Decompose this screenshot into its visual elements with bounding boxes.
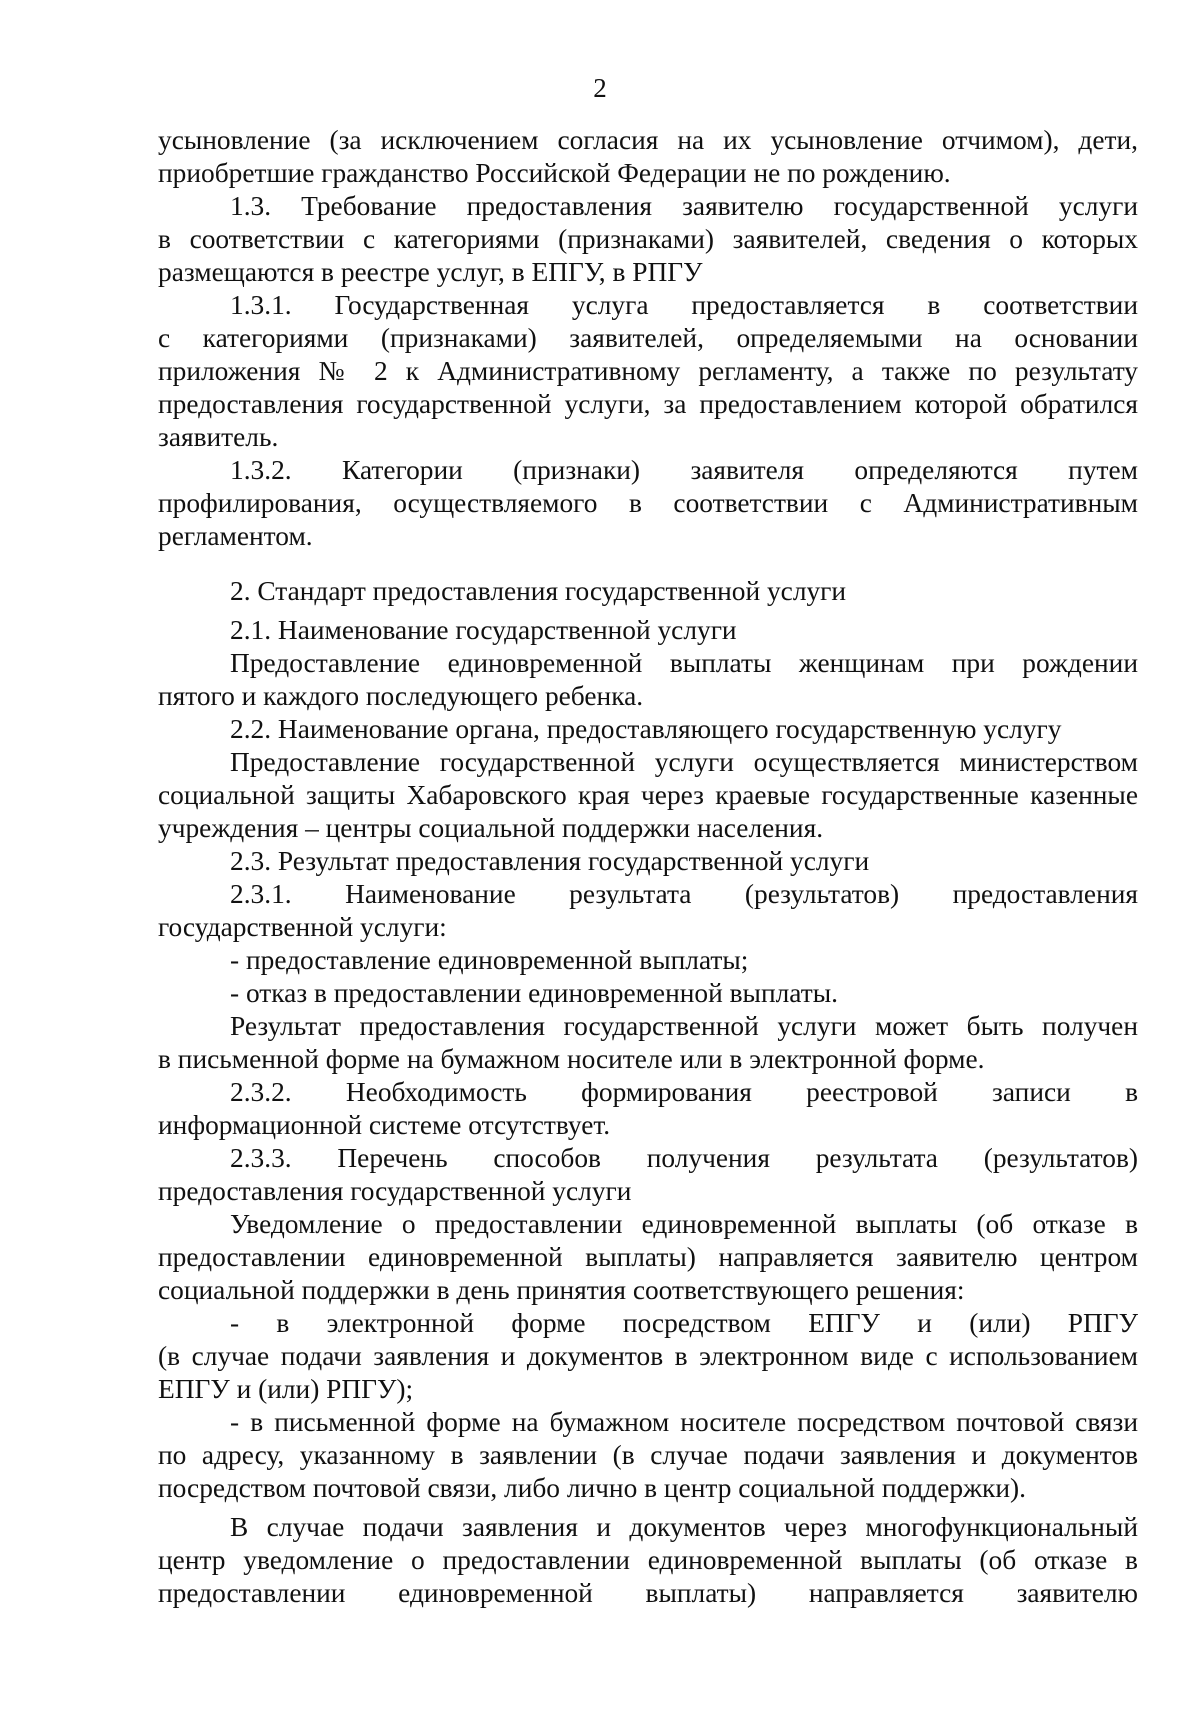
text-line: регламентом. <box>158 521 313 551</box>
text-line: центр уведомление о предоставлении единовременной выплаты (об отказе в <box>158 1545 1138 1575</box>
text-line: заявитель. <box>158 422 279 452</box>
text-line: размещаются в реестре услуг, в ЕПГУ, в РПГУ <box>158 257 703 287</box>
text-line: в письменной форме на бумажном носителе или в электронной форме. <box>158 1044 985 1074</box>
text-line: Предоставление единовременной выплаты женщинам при рождении <box>230 648 1138 678</box>
subsection-heading: 2.1. Наименование государственной услуги <box>230 615 737 645</box>
text-line: социальной поддержки в день принятия соответствующего решения: <box>158 1275 965 1305</box>
subsection-heading: 2.2. Наименование органа, предоставляющего государственную услугу <box>230 714 1062 744</box>
text-line: по адресу, указанному в заявлении (в случае подачи заявления и документов <box>158 1440 1138 1470</box>
text-line: профилирования, осуществляемого в соответствии с Административным <box>158 488 1138 518</box>
text-line: 1.3. Требование предоставления заявителю государственной услуги <box>230 191 1138 221</box>
list-item: - отказ в предоставлении единовременной выплаты. <box>230 978 838 1008</box>
text-line: социальной защиты Хабаровского края через краевые государственные казенные <box>158 780 1138 810</box>
text-line: В случае подачи заявления и документов через многофункциональный <box>230 1512 1138 1542</box>
text-line: в соответствии с категориями (признаками) заявителей, сведения о которых <box>158 224 1138 254</box>
text-line: 1.3.2. Категории (признаки) заявителя определяются путем <box>230 455 1138 485</box>
document-body <box>158 124 1138 1610</box>
text-line: предоставления государственной услуги <box>158 1176 632 1206</box>
text-line: с категориями (признаками) заявителей, определяемыми на основании <box>158 323 1138 353</box>
text-line: 2.3.3. Перечень способов получения результата (результатов) <box>230 1143 1138 1173</box>
text-line: 2.3.1. Наименование результата (результатов) предоставления <box>230 879 1138 909</box>
list-item: - в электронной форме посредством ЕПГУ и (или) РПГУ <box>230 1308 1138 1338</box>
text-line: информационной системе отсутствует. <box>158 1110 611 1140</box>
text-line: посредством почтовой связи, либо лично в центр социальной поддержки). <box>158 1473 1026 1503</box>
text-line: предоставлении единовременной выплаты) направляется заявителю <box>158 1578 1138 1608</box>
text-line: приложения № 2 к Административному регламенту, а также по результату <box>158 356 1138 386</box>
text-line: предоставления государственной услуги, за предоставлением которой обратился <box>158 389 1138 419</box>
text-line: приобретшие гражданство Российской Федерации не по рождению. <box>158 158 951 188</box>
text-line: 2.3.2. Необходимость формирования реестровой записи в <box>230 1077 1138 1107</box>
text-line: ЕПГУ и (или) РПГУ); <box>158 1374 414 1404</box>
text-line: пятого и каждого последующего ребенка. <box>158 681 644 711</box>
text-line: усыновление (за исключением согласия на их усыновление отчимом), дети, <box>158 125 1138 155</box>
list-item: - в письменной форме на бумажном носителе посредством почтовой связи <box>230 1407 1138 1437</box>
list-item: - предоставление единовременной выплаты; <box>230 945 749 975</box>
text-line: (в случае подачи заявления и документов в электронном виде с использованием <box>158 1341 1138 1371</box>
page-number: 2 <box>593 73 607 103</box>
text-line: Результат предоставления государственной услуги может быть получен <box>230 1011 1138 1041</box>
text-line: государственной услуги: <box>158 912 447 942</box>
text-line: предоставлении единовременной выплаты) направляется заявителю центром <box>158 1242 1138 1272</box>
text-line: 1.3.1. Государственная услуга предоставляется в соответствии <box>230 290 1138 320</box>
subsection-heading: 2.3. Результат предоставления государственной услуги <box>230 846 870 876</box>
text-line: Предоставление государственной услуги осуществляется министерством <box>230 747 1138 777</box>
text-line: Уведомление о предоставлении единовременной выплаты (об отказе в <box>230 1209 1138 1239</box>
section-heading: 2. Стандарт предоставления государственной услуги <box>230 576 847 606</box>
text-line: учреждения – центры социальной поддержки населения. <box>158 813 824 843</box>
